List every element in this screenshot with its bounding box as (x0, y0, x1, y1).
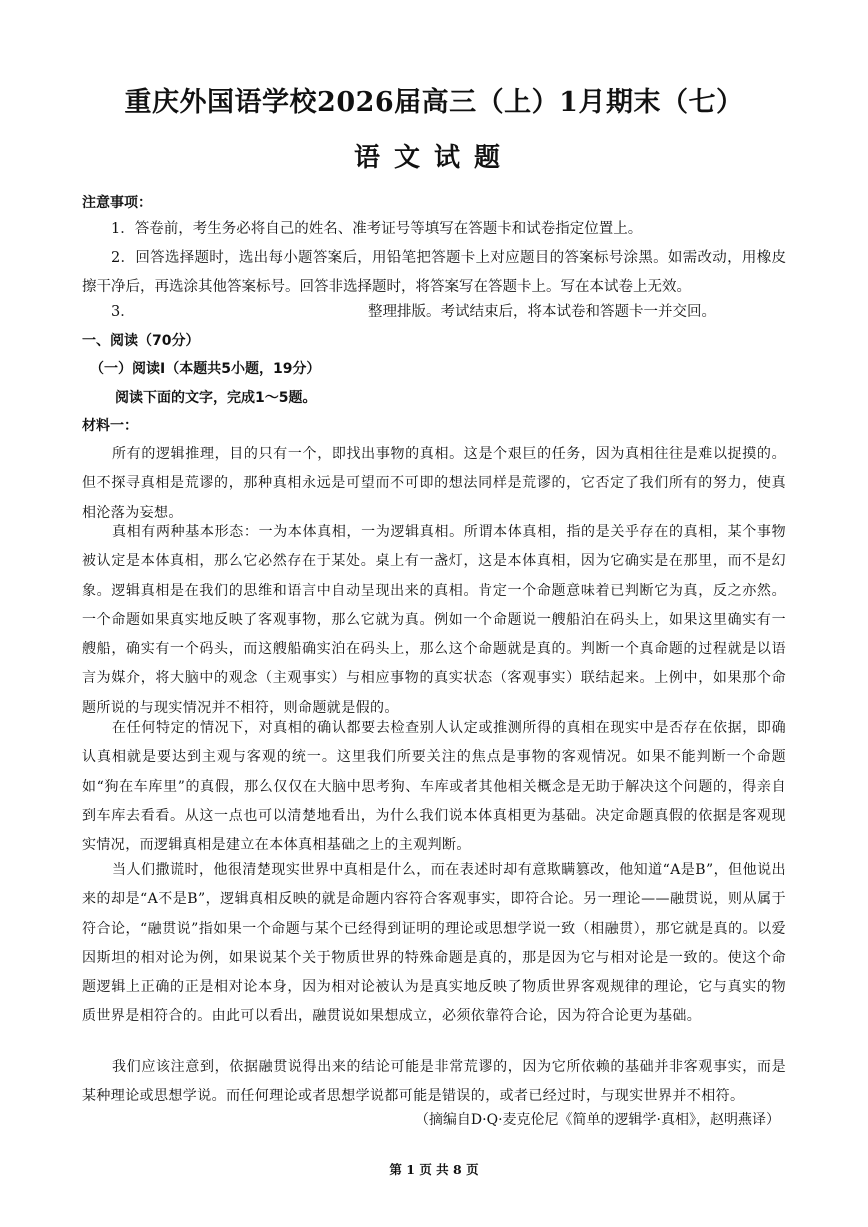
passage-paragraph-2: 真相有两种基本形态：一为本体真相，一为逻辑真相。所谓本体真相，指的是关乎存在的真相，某个事物被认定是本体真相，那么它必然存在于某处。桌上有一盏灯，这是本体真相，因为它确实是在那里，而不是幻象。逻辑真相是在我们的思维和语言中自动呈现出来的真相。肯定一个命题意味着已判断它为真，反之亦然。一个命题如果真实地反映了客观事物，那么它就为真。例如一个命题说一艘船泊在码头上，如果这里确实有一艘船，确实有一个码头，而这艘船确实泊在码头上，那么这个命题就是真的。判断一个真命题的过程就是以语言为媒介，将大脑中的观念（主观事实）与相应事物的真实状态（客观事实）联结起来。上例中，如果那个命题所说的与现实情况并不相符，则命题就是假的。 (82, 524, 786, 716)
material-label: 材料一： (82, 418, 138, 434)
notice-item-3-number: 3． (111, 304, 135, 320)
notice-heading: 注意事项： (82, 195, 152, 211)
notice-item-2: 2．回答选择题时，选出每小题答案后，用铅笔把答题卡上对应题目的答案标号涂黑。如需改动，用橡皮擦干净后，再选涂其他答案标号。回答非选择题时，将答案写在答题卡上。写在本试卷上无效。 (82, 250, 786, 295)
exam-title: 重庆外国语学校2026届高三（上）1月期末（七） (124, 87, 744, 118)
section-heading-reading: 一、阅读（70分） (82, 333, 200, 349)
passage-paragraph-1: 所有的逻辑推理，目的只有一个，即找出事物的真相。这是个艰巨的任务，因为真相往往是难以捉摸的。但不探寻真相是荒谬的，那种真相永远是可望而不可即的想法同样是荒谬的，它否定了我们所有的努力，使真相沦落为妄想。 (82, 446, 786, 521)
passage-paragraph-4: 当人们撒谎时，他很清楚现实世界中真相是什么，而在表述时却有意欺瞒篡改，他知道“A是B”，但他说出来的却是“A不是B”，逻辑真相反映的就是命题内容符合客观事实，即符合论。另一理论——融贯说，则从属于符合论，“融贯说”指如果一个命题与某个已经得到证明的理论或思想学说一致（相融贯），那它就是真的。以爱因斯坦的相对论为例，如果说某个关于物质世界的特殊命题是真的，那是因为它与相对论是一致的。使这个命题逻辑上正确的正是相对论本身，因为相对论被认为是真实地反映了物质世界客观规律的理论，它与真实的物质世界是相符合的。由此可以看出，融贯说如果想成立，必须依靠符合论，因为符合论更为基础。 (82, 862, 786, 1025)
passage-source: （摘编自D·Q·麦克伦尼《简单的逻辑学·真相》，赵明燕译） (414, 1112, 780, 1128)
passage-paragraph-3: 在任何特定的情况下，对真相的确认都要去检查别人认定或推测所得的真相在现实中是否存在依据，即确认真相就是要达到主观与客观的统一。这里我们所要关注的焦点是事物的客观情况。如果不能判断一个命题如“狗在车库里”的真假，那么仅仅在大脑中思考狗、车库或者其他相关概念是无助于解决这个问题的，得亲自到车库去看看。从这一点也可以清楚地看出，为什么我们说本体真相更为基础。决定命题真假的依据是客观现实情况，而逻辑真相是建立在本体真相基础之上的主观判断。 (82, 720, 786, 854)
passage-paragraph-5: 我们应该注意到，依据融贯说得出来的结论可能是非常荒谬的，因为它所依赖的基础并非客观事实，而是某种理论或思想学说。而任何理论或者思想学说都可能是错误的，或者已经过时，与现实世界并不相符。 (82, 1059, 786, 1105)
section-heading-reading-1: （一）阅读Ⅰ（本题共5小题，19分） (90, 361, 321, 377)
exam-subject: 语文试题 (353, 143, 514, 173)
page-number: 第 1 页 共 8 页 (389, 1162, 479, 1177)
notice-item-3-text: 整理排版。考试结束后，将本试卷和答题卡一并交回。 (368, 304, 716, 320)
notice-item-1: 1．答卷前，考生务必将自己的姓名、准考证号等填写在答题卡和试卷指定位置上。 (111, 221, 643, 237)
reading-instruction: 阅读下面的文字，完成1～5题。 (115, 390, 317, 406)
